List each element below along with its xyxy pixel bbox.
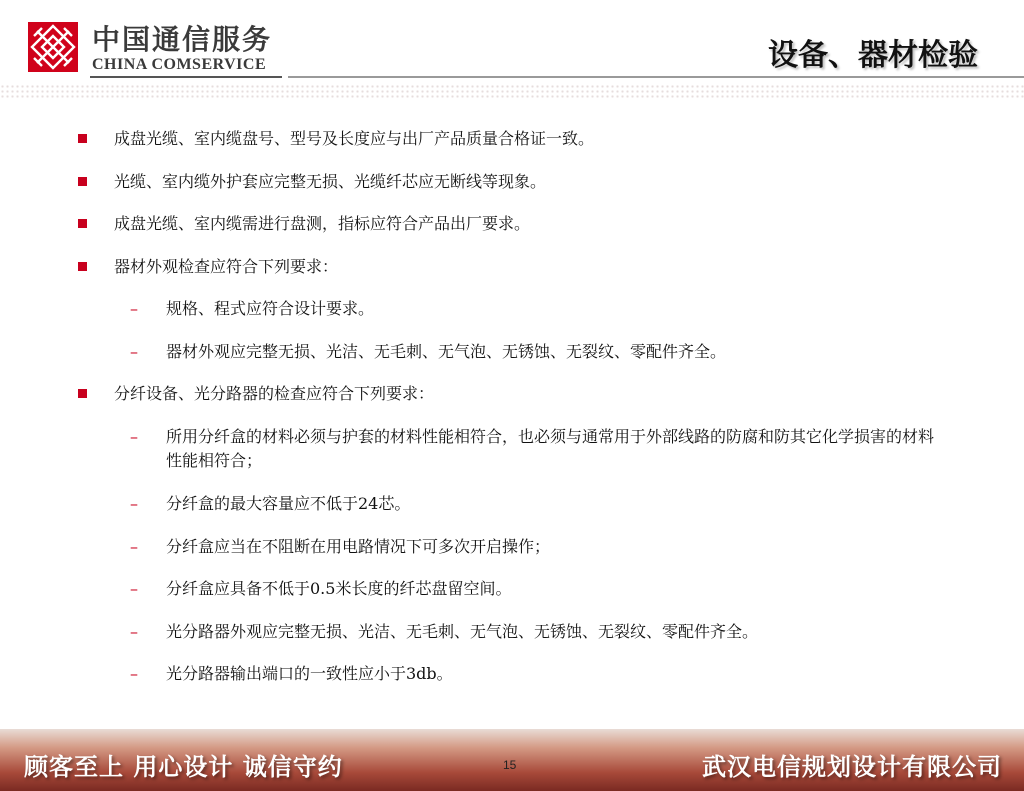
sub-bullet-text: 光分路器输出端口的一致性应小于3db。 bbox=[166, 664, 453, 683]
bullet-text: 光缆、室内缆外护套应完整无损、光缆纤芯应无断线等现象。 bbox=[114, 172, 547, 191]
square-bullet-icon bbox=[78, 389, 87, 398]
china-comservice-logo-icon bbox=[28, 22, 78, 72]
sub-bullet-text: 分纤盒应具备不低于0.5米长度的纤芯盘留空间。 bbox=[166, 579, 512, 598]
bullet-text: 成盘光缆、室内缆需进行盘测，指标应符合产品出厂要求。 bbox=[114, 214, 531, 233]
footer-slogan: 顾客至上 用心设计 诚信守约 bbox=[24, 753, 343, 781]
page-title: 设备、器材检验 bbox=[768, 38, 978, 73]
dash-bullet-icon: – bbox=[130, 427, 138, 446]
page-number: 15 bbox=[503, 758, 517, 772]
square-bullet-icon bbox=[78, 262, 87, 271]
bullet-text: 器材外观检查应符合下列要求： bbox=[114, 257, 339, 276]
footer-company: 武汉电信规划设计有限公司 bbox=[702, 753, 1002, 781]
sub-bullet-text: 所用分纤盒的材料必须与护套的材料性能相符合，也必须与通常用于外部线路的防腐和防其它化学损害的材料性能相符合； bbox=[166, 427, 935, 470]
dotted-band bbox=[0, 84, 1024, 98]
square-bullet-icon bbox=[78, 134, 87, 143]
slide-footer bbox=[0, 729, 1024, 791]
dash-bullet-icon: – bbox=[130, 622, 138, 641]
dash-bullet-icon: – bbox=[130, 579, 138, 598]
square-bullet-icon bbox=[78, 177, 87, 186]
bullet-text: 分纤设备、光分路器的检查应符合下列要求： bbox=[114, 384, 435, 403]
square-bullet-icon bbox=[78, 219, 87, 228]
dash-bullet-icon: – bbox=[130, 299, 138, 318]
header-divider bbox=[288, 76, 1024, 78]
logo-underline bbox=[90, 76, 282, 78]
bullet-text: 成盘光缆、室内缆盘号、型号及长度应与出厂产品质量合格证一致。 bbox=[114, 129, 595, 148]
dash-bullet-icon: – bbox=[130, 494, 138, 513]
logo-chinese-text: 中国通信服务 bbox=[92, 23, 273, 56]
sub-bullet-text: 分纤盒的最大容量应不低于24芯。 bbox=[166, 494, 411, 513]
slide-header bbox=[0, 0, 1024, 92]
logo-english-text: CHINA COMSERVICE bbox=[92, 56, 267, 73]
dash-bullet-icon: – bbox=[130, 342, 138, 361]
sub-bullet-text: 规格、程式应符合设计要求。 bbox=[166, 299, 375, 318]
dash-bullet-icon: – bbox=[130, 537, 138, 556]
sub-bullet-text: 光分路器外观应完整无损、光洁、无毛刺、无气泡、无锈蚀、无裂纹、零配件齐全。 bbox=[166, 622, 759, 641]
dash-bullet-icon: – bbox=[130, 664, 138, 683]
sub-bullet-text: 器材外观应完整无损、光洁、无毛刺、无气泡、无锈蚀、无裂纹、零配件齐全。 bbox=[166, 342, 727, 361]
sub-bullet-text: 分纤盒应当在不阻断在用电路情况下可多次开启操作； bbox=[166, 537, 551, 556]
